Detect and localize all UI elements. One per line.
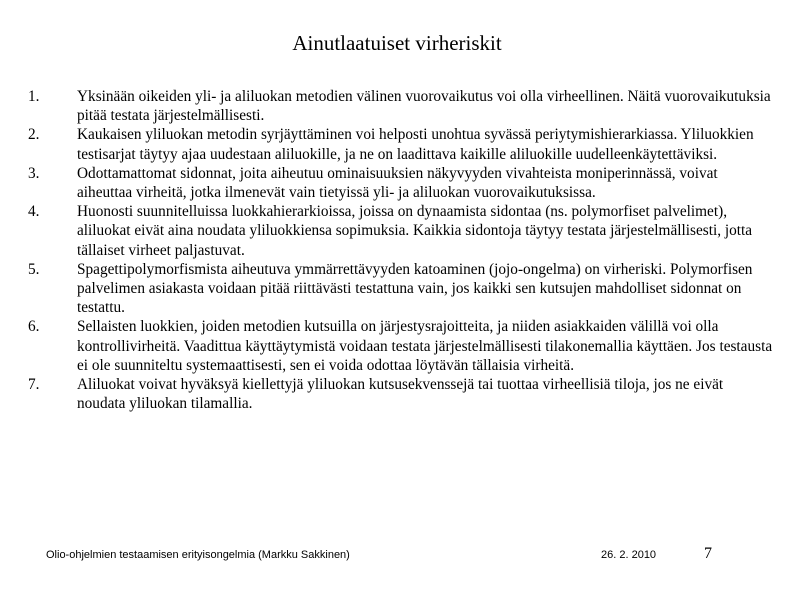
footer-date: 26. 2. 2010 [601,549,657,561]
list-item-text: Huonosti suunnitelluissa luokkahierarkioissa, joissa on dynaamista sidontaa (ns. polymorfiset palvelimet), aliluokat eivät aina noudata yliluokkiensa sopimuksia. Kaikkia sidontoja täytyy testata järjestelmällisesti, jotta tällaiset virheet paljastuvat. [77,203,753,259]
list-item-number: 1. [28,88,40,105]
page-number: 7 [704,545,712,562]
list-item-text: Sellaisten luokkien, joiden metodien kutsuilla on järjestysrajoitteita, ja niiden asiakkaiden välillä voi olla kontrollivirheitä. Vaadittua käyttäytymistä voidaan testata järjestelmällisesti tilakonemallia käyttäen. Jos testausta ei ole suunniteltu systemaattisesti, sen ei voida odottaa löytävän tällaisia virheitä. [77,318,773,374]
list-item-text: Spagettipolymorfismista aiheutuva ymmärrettävyyden katoaminen (jojo-ongelma) on virheriski. Polymorfisen palvelimen asiakasta voidaan pitää riittävästi testattuna vain, jos kaikki sen kutsujen mahdolliset sidonnat on testattu. [77,260,753,317]
list-item [0,125,794,163]
list-item [0,317,794,375]
list-item-text: Kaukaisen yliluokan metodin syrjäyttäminen voi helposti unohtua syvässä periytymishierarkiassa. Yliluokkien testisarjat täytyy ajaa uudestaan aliluokille, ja ne on laadittava kaikille aliluokille uudelleenkäytettäviksi. [77,126,754,163]
footer-course: Olio-ohjelmien testaamisen erityisongelmia (Markku Sakkinen) [46,549,350,561]
list-item [0,202,794,260]
risk-list [0,87,794,413]
list-item [0,164,794,202]
list-item [0,375,794,413]
list-item [0,260,794,318]
list-item-number: 2. [28,126,40,144]
list-item [0,87,794,125]
list-item-text: Yksinään oikeiden yli- ja aliluokan metodien välinen vuorovaikutus voi olla virheellinen. Näitä vuorovaikutuksia pitää testata järjestelmällisesti. [77,88,771,125]
list-item-text: Odottamattomat sidonnat, joita aiheutuu ominaisuuksien näkyvyyden vivahteista moniperinnässä, voivat aiheuttaa virheitä, jotka ilmenevät vain tietyissä yli- ja aliluokan vuorovaikutuksissa. [77,164,718,202]
list-item-number: 5. [28,260,40,278]
list-item-number: 3. [28,164,40,182]
list-item-number: 6. [28,318,40,336]
slide-title: Ainutlaatuiset virheriskit [292,31,502,55]
list-item-number: 4. [28,203,40,221]
list-item-text: Aliluokat voivat hyväksyä kiellettyjä yliluokan kutsusekvenssejä tai tuottaa virheellisiä tiloja, jos ne eivät noudata yliluokan tilamallia. [77,376,724,413]
list-item-number: 7. [28,376,40,394]
